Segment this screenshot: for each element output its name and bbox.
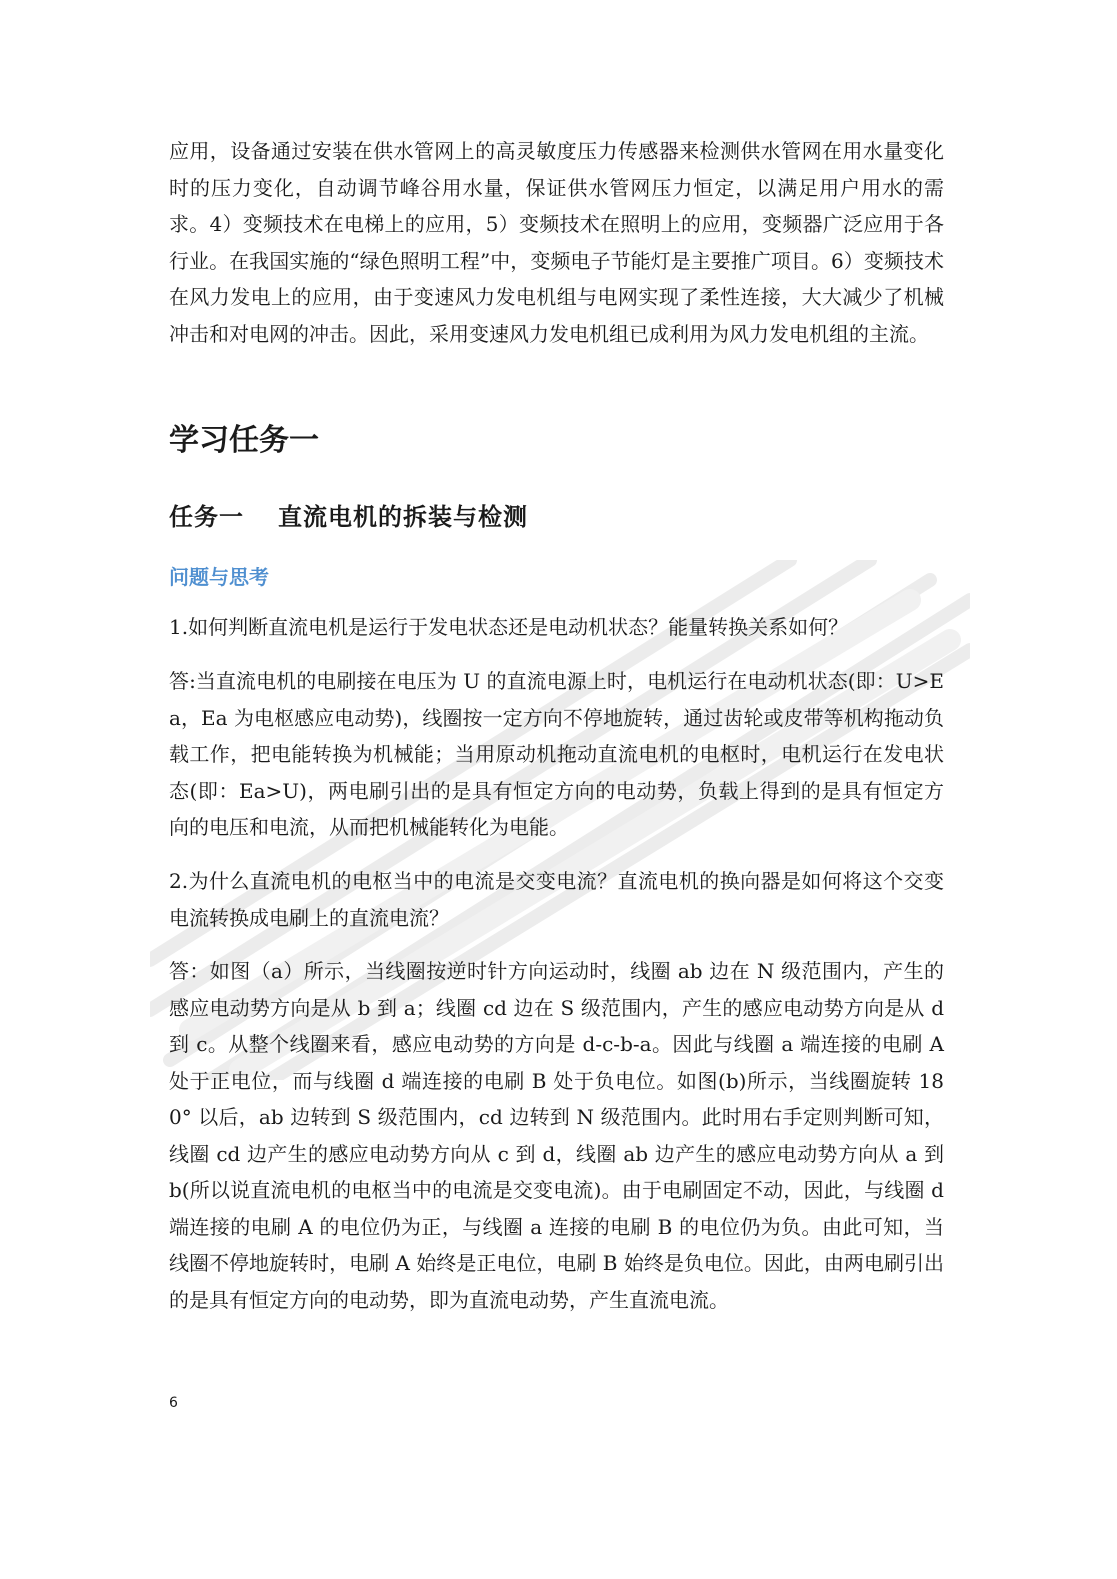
qa-item (169, 663, 944, 846)
task-number: 任务一 (169, 503, 244, 531)
qa-item (169, 863, 944, 936)
qa-item (169, 609, 944, 646)
qa-item (169, 953, 944, 1318)
section-heading: 学习任务一 (169, 423, 319, 458)
question-text: 1.如何判断直流电机是运行于发电状态还是电动机状态？能量转换关系如何？ (169, 615, 849, 639)
answer-text: 答:当直流电机的电刷接在电压为 U 的直流电源上时，电机运行在电动机状态(即：U>Ea，Ea 为电枢感应电动势)，线圈按一定方向不停地旋转，通过齿轮或皮带等机构拖动负载工作，把电能转换为机械能；当用原动机拖动直流电机的电枢时，电机运行在发电状态(即：Ea>U)，两电刷引出的是具有恒定方向的电动势，负载上得到的是具有恒定方向的电压和电流，从而把机械能转化为电能。 (169, 669, 944, 839)
task-title: 直流电机的拆装与检测 (278, 503, 528, 531)
intro-section (169, 133, 944, 352)
intro-paragraph: 应用，设备通过安装在供水管网上的高灵敏度压力传感器来检测供水管网在用水量变化时的压力变化，自动调节峰谷用水量，保证供水管网压力恒定，以满足用户用水的需求。4）变频技术在电梯上的应用，5）变频技术在照明上的应用，变频器广泛应用于各行业。在我国实施的“绿色照明工程”中，变频电子节能灯是主要推广项目。6）变频技术在风力发电上的应用，由于变速风力发电机组与电网实现了柔性连接，大大减少了机械冲击和对电网的冲击。因此，采用变速风力发电机组已成利用为风力发电机组的主流。 (169, 139, 944, 346)
question-text: 2.为什么直流电机的电枢当中的电流是交变电流？直流电机的换向器是如何将这个交变电流转换成电刷上的直流电流？ (169, 869, 944, 930)
answer-text: 答：如图（a）所示，当线圈按逆时针方向运动时，线圈 ab 边在 N 级范围内，产生的感应电动势方向是从 b 到 a；线圈 cd 边在 S 级范围内，产生的感应电动势方向是从 d 到 c。从整个线圈来看，感应电动势的方向是 d-c-b-a。因此与线圈 a 端连接的电刷 A 处于正电位，而与线圈 d 端连接的电刷 B 处于负电位。如图(b)所示，当线圈旋转 180° 以后，ab 边转到 S 级范围内，cd 边转到 N 级范围内。此时用右手定则判断可知，线圈 cd 边产生的感应电动势方向从 c 到 d，线圈 ab 边产生的感应电动势方向从 a 到 b(所以说直流电机的电枢当中的电流是交变电流)。由于电刷固定不动，因此，与线圈 d 端连接的电刷 A 的电位仍为正，与线圈 a 连接的电刷 B 的电位仍为负。由此可知，当线圈不停地旋转时，电刷 A 始终是正电位，电刷 B 始终是负电位。因此，由两电刷引出的是具有恒定方向的电动势，即为直流电动势，产生直流电流。 (169, 959, 944, 1312)
subsection-heading: 问题与思考 (169, 565, 269, 589)
page-number: 6 (169, 1395, 178, 1411)
task-heading (169, 497, 528, 532)
